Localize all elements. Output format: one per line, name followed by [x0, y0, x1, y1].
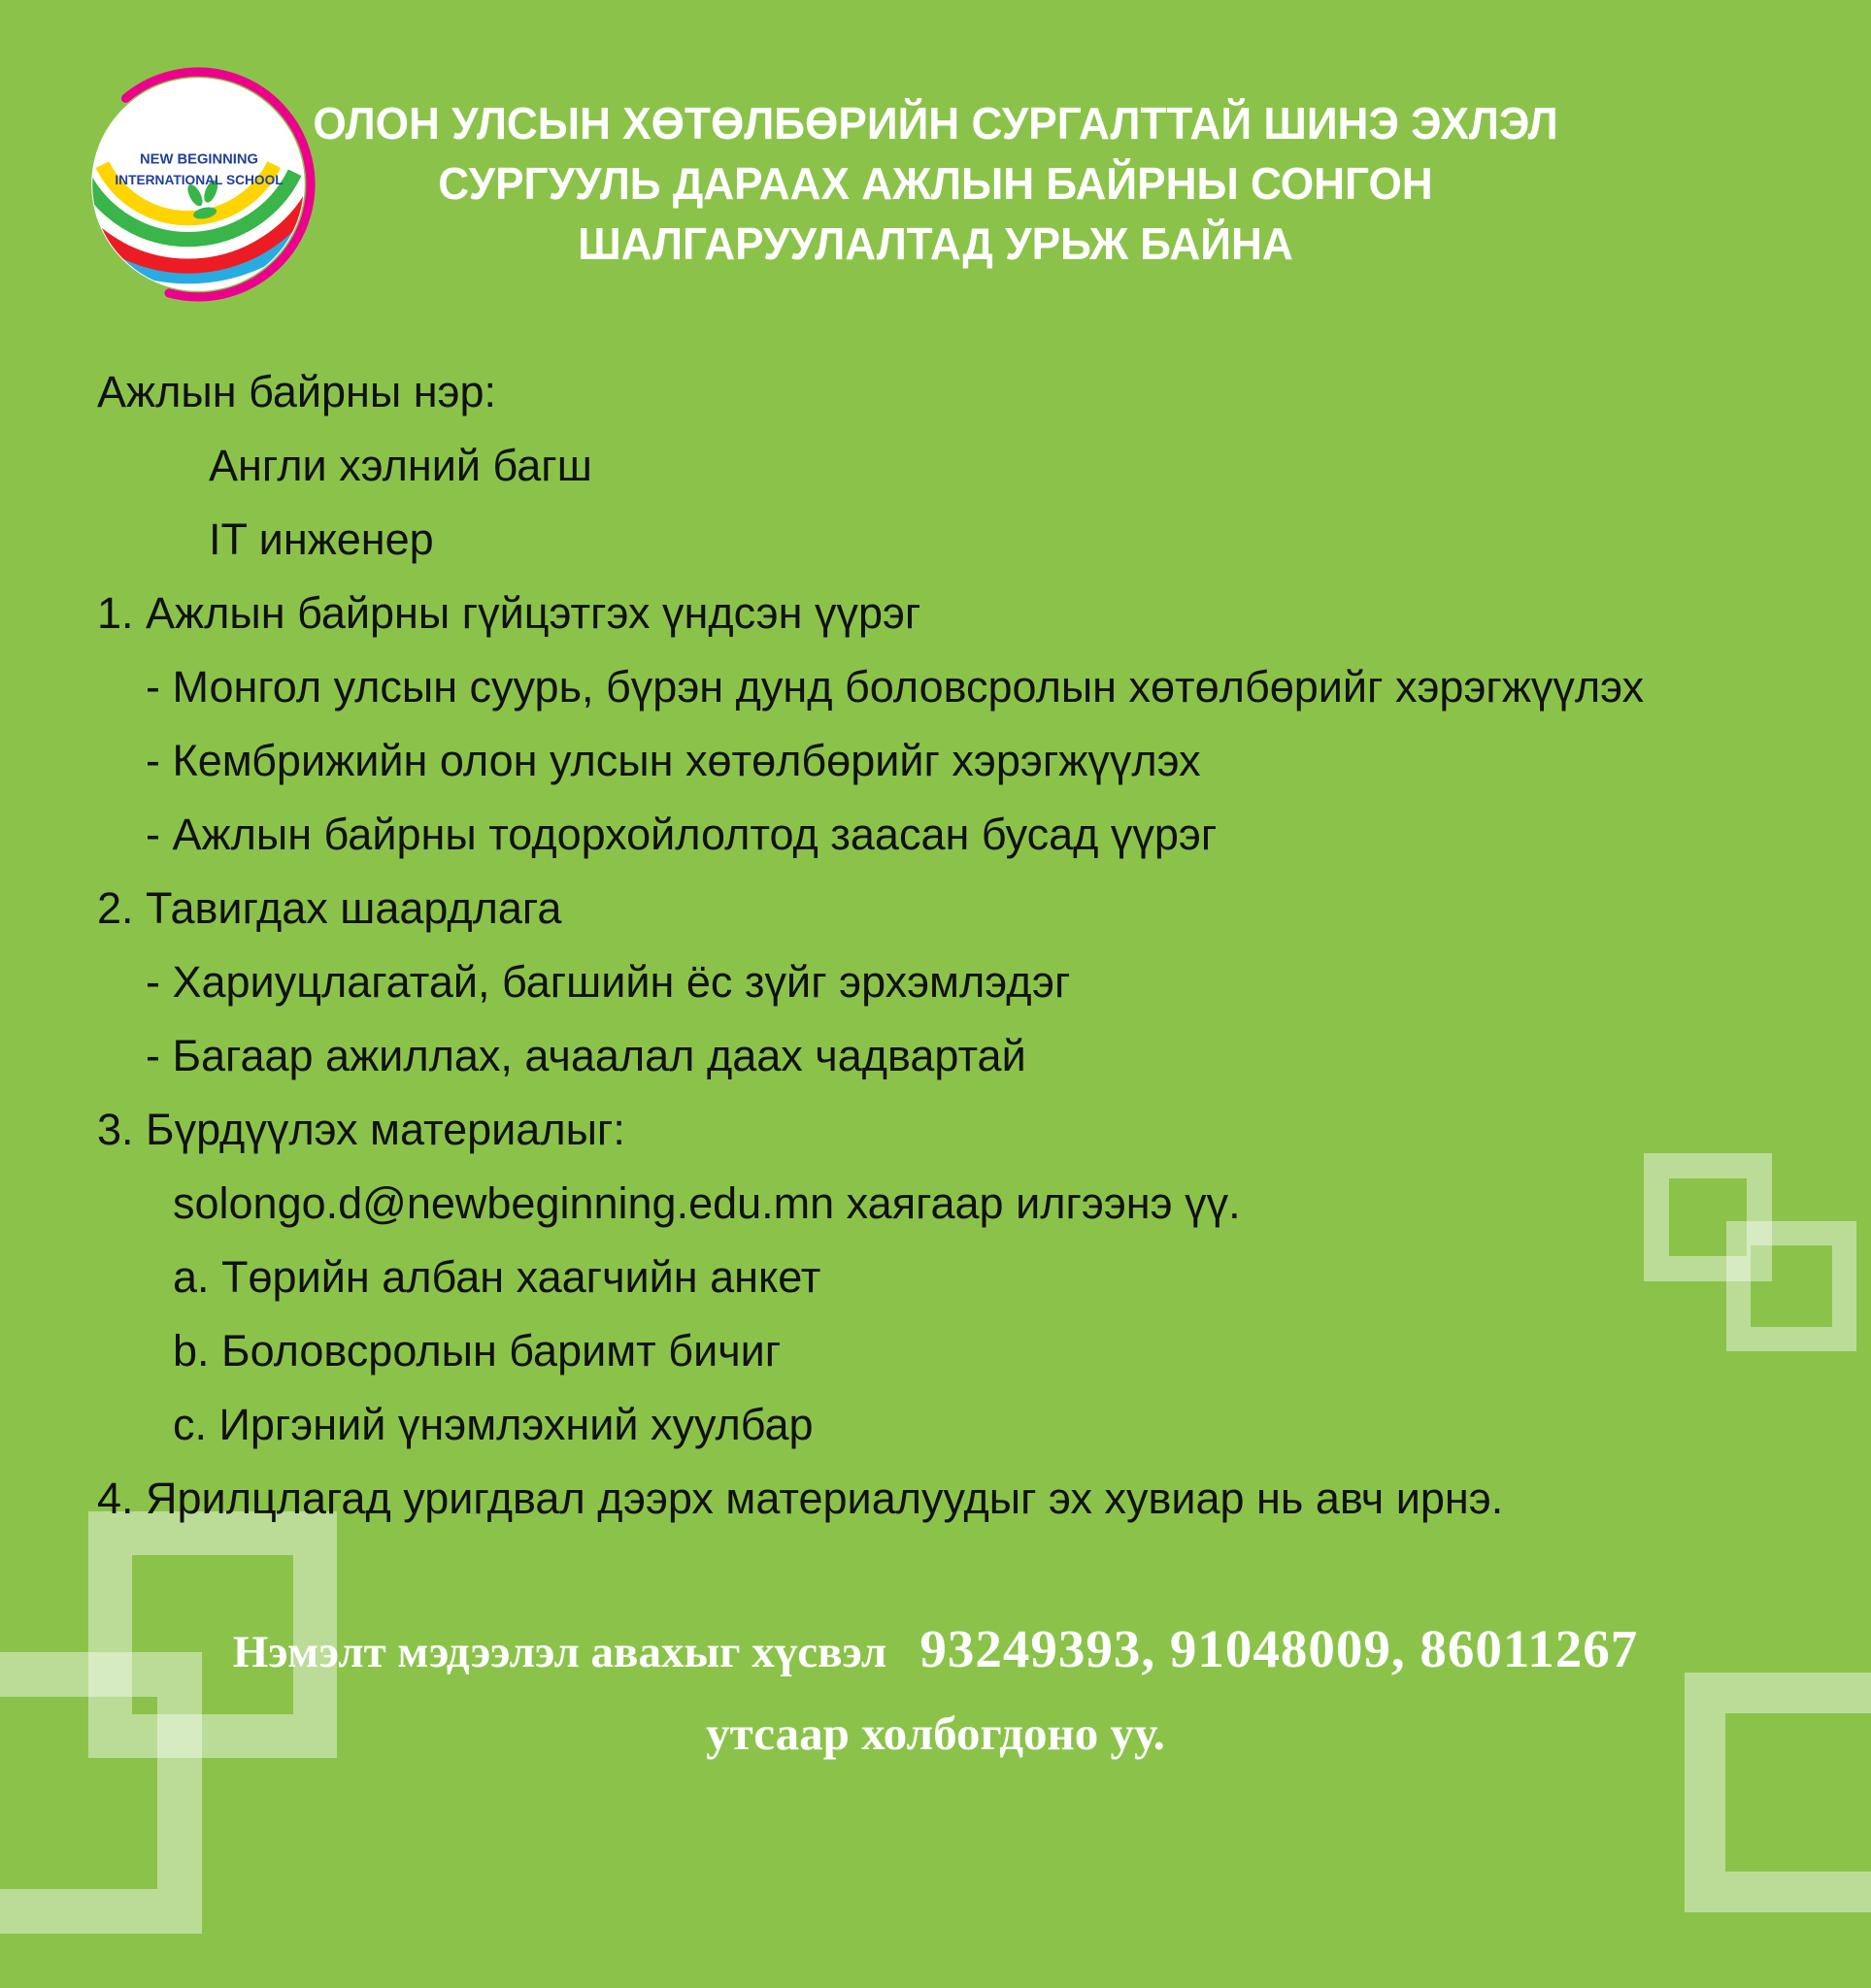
announcement-body [0, 355, 1871, 1536]
section-materials-title: 3. Бүрдүүлэх материалыг: [97, 1105, 625, 1154]
school-logo [80, 66, 317, 303]
logo-name-line2: INTERNATIONAL SCHOOL [115, 173, 284, 187]
poster-title-line1: ОЛОН УЛСЫН ХӨТӨЛБӨРИЙН СУРГАЛТТАЙ ШИНЭ ЭХЛЭЛ [313, 98, 1558, 149]
duty-item: - Монгол улсын суурь, бүрэн дунд боловсролын хөтөлбөрийг хэрэгжүүлэх [146, 662, 1645, 712]
duty-item: - Ажлын байрны тодорхойлолтод заасан бусад үүрэг [146, 810, 1218, 859]
duty-item: - Кембрижийн олон улсын хөтөлбөрийг хэрэгжүүлэх [146, 736, 1201, 785]
section-interview-note: 4. Ярилцлагад уригдвал дээрх материалуудыг эх хувиар нь авч ирнэ. [97, 1474, 1504, 1523]
phone-numbers: 93249393, 91048009, 86011267 [919, 1619, 1639, 1678]
email-line: solongo.d@newbeginning.edu.mn хаягаар илгээнэ үү. [173, 1178, 1241, 1228]
requirement-item: - Багаар ажиллах, ачаалал даах чадвартай [146, 1031, 1026, 1080]
material-item: c. Иргэний үнэмлэхний хуулбар [173, 1400, 814, 1449]
section-requirements-title: 2. Тавигдах шаардлага [97, 883, 562, 933]
position-it-engineer: IT инженер [209, 514, 434, 564]
footer-contact [0, 1619, 1871, 1764]
poster-title-line2: СУРГУУЛЬ ДАРААХ АЖЛЫН БАЙРНЫ СОНГОН [438, 158, 1433, 209]
material-item: a. Төрийн албан хаагчийн анкет [173, 1252, 821, 1302]
footer-contact-text: Нэмэлт мэдээлэл авахыг хүсвэл [232, 1627, 887, 1677]
position-english-teacher: Англи хэлний багш [209, 441, 592, 490]
section-duties-title: 1. Ажлын байрны гүйцэтгэх үндсэн үүрэг [97, 588, 921, 638]
requirement-item: - Хариуцлагатай, багшийн ёс зүйг эрхэмлэдэг [146, 957, 1071, 1007]
logo-name-line1: NEW BEGINNING [140, 151, 259, 168]
footer-contact-text-2: утсаар холбогдоно уу. [706, 1706, 1165, 1760]
material-item: b. Боловсролын баримт бичиг [173, 1326, 782, 1375]
poster-title-line3: ШАЛГАРУУЛАЛТАД УРЬЖ БАЙНА [578, 218, 1293, 269]
jobs-label: Ажлын байрны нэр: [97, 367, 497, 416]
